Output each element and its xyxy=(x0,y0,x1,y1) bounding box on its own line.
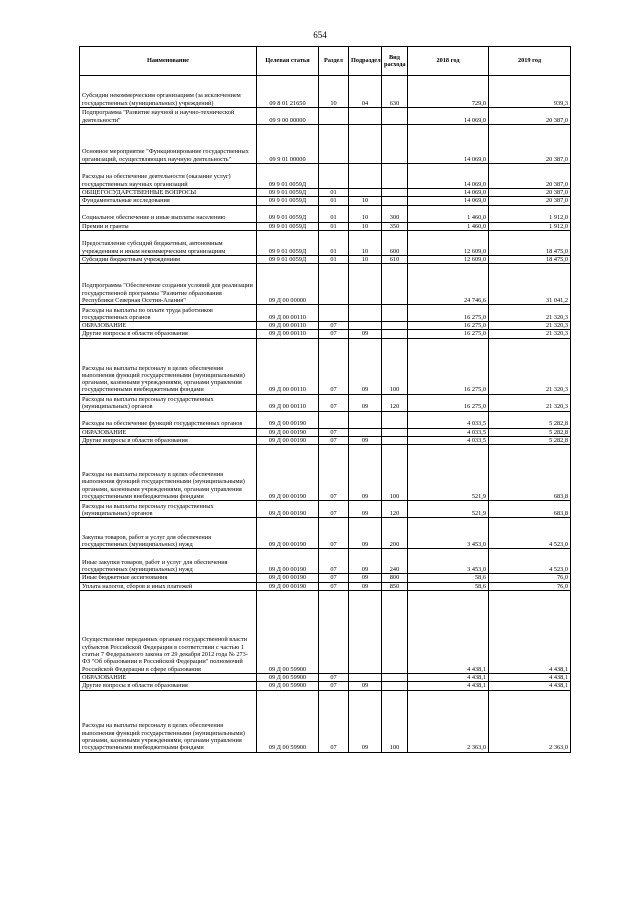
cell-kind: 100 xyxy=(382,445,408,501)
cell-code: 09 9 01 0059Д xyxy=(257,222,319,230)
cell-code: 09 Д 00 00190 xyxy=(257,518,319,549)
cell-section: 07 xyxy=(319,690,349,752)
header-2019: 2019 год xyxy=(489,47,571,76)
cell-kind xyxy=(382,108,408,125)
cell-subsection xyxy=(349,322,382,330)
cell-subsection: 09 xyxy=(349,338,382,394)
table-row xyxy=(80,690,571,752)
cell-name: Субсидии некоммерческим организациям (за исключением государственных (муниципальных) учреждений) xyxy=(80,76,257,108)
cell-2019: 18 475,0 xyxy=(489,255,571,263)
cell-code: 09 9 01 0059Д xyxy=(257,230,319,255)
cell-section: 01 xyxy=(319,255,349,263)
cell-section: 07 xyxy=(319,322,349,330)
cell-code: 09 Д 00 00190 xyxy=(257,428,319,436)
cell-code: 09 9 01 0059Д xyxy=(257,205,319,222)
cell-subsection: 09 xyxy=(349,682,382,690)
cell-2019: 20 387,0 xyxy=(489,197,571,205)
cell-subsection: 10 xyxy=(349,255,382,263)
cell-kind xyxy=(382,197,408,205)
cell-section xyxy=(319,411,349,428)
cell-subsection xyxy=(349,189,382,197)
table-row xyxy=(80,255,571,263)
cell-subsection: 09 xyxy=(349,574,382,582)
cell-2019: 18 475,0 xyxy=(489,230,571,255)
cell-kind: 120 xyxy=(382,394,408,411)
cell-2018: 16 275,0 xyxy=(408,394,489,411)
cell-2019: 4 438,1 xyxy=(489,590,571,673)
cell-2018: 16 275,0 xyxy=(408,322,489,330)
table-row xyxy=(80,428,571,436)
cell-name: Уплата налогов, сборов и иных платежей xyxy=(80,582,257,590)
cell-name: Осуществление переданных органам государственной власти субъектов Российской Федерации в соответствии с частью 1 статьи 7 Федерального закона от 29 декабря 2012 года № 273-ФЗ "Об образовании в Российской Федерации" полномочий Российской Федерации в сфере образования xyxy=(80,590,257,673)
cell-name: Расходы на выплаты персоналу в целях обеспечения выполнения функций государственными (муниципальными) органами, казенными учреждениями, органами управления государственными внебюджетными фондами xyxy=(80,445,257,501)
cell-2019: 1 912,0 xyxy=(489,205,571,222)
cell-2018: 12 609,0 xyxy=(408,230,489,255)
cell-section: 01 xyxy=(319,197,349,205)
cell-2019: 76,0 xyxy=(489,574,571,582)
cell-subsection: 09 xyxy=(349,394,382,411)
cell-2018: 729,0 xyxy=(408,76,489,108)
cell-section: 01 xyxy=(319,230,349,255)
cell-section: 07 xyxy=(319,518,349,549)
cell-kind: 100 xyxy=(382,338,408,394)
cell-subsection: 09 xyxy=(349,501,382,518)
cell-name: Расходы на обеспечение деятельности (оказание услуг) государственных научных организаций xyxy=(80,164,257,189)
cell-subsection xyxy=(349,428,382,436)
cell-section: 07 xyxy=(319,428,349,436)
cell-kind xyxy=(382,189,408,197)
cell-kind xyxy=(382,322,408,330)
cell-code: 09 Д 00 59900 xyxy=(257,673,319,681)
cell-section xyxy=(319,590,349,673)
cell-2018: 4 033,5 xyxy=(408,411,489,428)
cell-code: 09 9 01 0059Д xyxy=(257,197,319,205)
cell-kind: 800 xyxy=(382,574,408,582)
cell-subsection: 09 xyxy=(349,437,382,445)
cell-2018: 1 460,0 xyxy=(408,205,489,222)
cell-name: Расходы на выплаты по оплате труда работников государственных органов xyxy=(80,305,257,322)
cell-kind: 600 xyxy=(382,230,408,255)
cell-code: 09 Д 00 00190 xyxy=(257,549,319,574)
cell-2019: 20 387,0 xyxy=(489,125,571,164)
cell-name: Иные закупки товаров, работ и услуг для обеспечения государственных (муниципальных) нужд xyxy=(80,549,257,574)
cell-2018: 24 746,6 xyxy=(408,264,489,305)
cell-kind xyxy=(382,164,408,189)
cell-name: Подпрограмма "Обеспечение создания условий для реализации государственной программы "Развитие образования Республики Северная Осетия-Алания" xyxy=(80,264,257,305)
cell-2018: 16 275,0 xyxy=(408,338,489,394)
cell-kind xyxy=(382,428,408,436)
cell-name: ОБЩЕГОСУДАРСТВЕННЫЕ ВОПРОСЫ xyxy=(80,189,257,197)
cell-2019: 5 282,8 xyxy=(489,411,571,428)
table-body xyxy=(80,76,571,753)
cell-kind: 120 xyxy=(382,501,408,518)
cell-code: 09 9 01 0059Д xyxy=(257,189,319,197)
header-subsection: Подраздел xyxy=(349,47,382,76)
cell-subsection: 09 xyxy=(349,445,382,501)
cell-section xyxy=(319,264,349,305)
cell-2019: 5 282,8 xyxy=(489,437,571,445)
cell-2018: 12 609,0 xyxy=(408,255,489,263)
cell-subsection: 10 xyxy=(349,222,382,230)
cell-code: 09 Д 00 00000 xyxy=(257,264,319,305)
cell-2018: 4 438,1 xyxy=(408,682,489,690)
cell-2019: 4 438,1 xyxy=(489,682,571,690)
cell-code: 09 Д 00 00110 xyxy=(257,330,319,338)
cell-section xyxy=(319,164,349,189)
cell-code: 09 9 01 0059Д xyxy=(257,255,319,263)
cell-2018: 1 460,0 xyxy=(408,222,489,230)
cell-subsection: 09 xyxy=(349,549,382,574)
cell-2018: 14 069,0 xyxy=(408,164,489,189)
cell-kind xyxy=(382,305,408,322)
cell-kind xyxy=(382,264,408,305)
cell-2018: 14 069,0 xyxy=(408,108,489,125)
cell-subsection: 09 xyxy=(349,330,382,338)
cell-2018: 14 069,0 xyxy=(408,197,489,205)
cell-2018: 2 363,0 xyxy=(408,690,489,752)
cell-kind: 300 xyxy=(382,205,408,222)
cell-section: 10 xyxy=(319,76,349,108)
cell-2019: 5 282,8 xyxy=(489,428,571,436)
cell-2018: 14 069,0 xyxy=(408,189,489,197)
table-row xyxy=(80,590,571,673)
cell-kind xyxy=(382,437,408,445)
cell-kind xyxy=(382,590,408,673)
cell-2019: 683,8 xyxy=(489,445,571,501)
cell-code: 09 Д 00 00110 xyxy=(257,338,319,394)
cell-code: 09 Д 00 00190 xyxy=(257,445,319,501)
table-row xyxy=(80,264,571,305)
cell-2018: 4 438,1 xyxy=(408,590,489,673)
cell-2018: 16 275,0 xyxy=(408,305,489,322)
cell-name: Расходы на выплаты персоналу государственных (муниципальных) органов xyxy=(80,394,257,411)
cell-name: Предоставление субсидий бюджетным, автономным учреждениям и иным некоммерческим организациям xyxy=(80,230,257,255)
header-name: Наименование xyxy=(80,47,257,76)
cell-kind: 630 xyxy=(382,76,408,108)
cell-name: Субсидии бюджетным учреждениям xyxy=(80,255,257,263)
cell-code: 09 Д 00 00110 xyxy=(257,394,319,411)
table-row xyxy=(80,125,571,164)
cell-subsection: 09 xyxy=(349,690,382,752)
cell-kind: 350 xyxy=(382,222,408,230)
table-row xyxy=(80,582,571,590)
table-row xyxy=(80,305,571,322)
cell-2018: 14 069,0 xyxy=(408,125,489,164)
cell-section: 07 xyxy=(319,549,349,574)
cell-name: Закупка товаров, работ и услуг для обеспечения государственных (муниципальных) нужд xyxy=(80,518,257,549)
cell-2018: 521,9 xyxy=(408,501,489,518)
cell-code: 09 9 01 00000 xyxy=(257,125,319,164)
cell-code: 09 Д 00 00190 xyxy=(257,574,319,582)
cell-2019: 4 523,0 xyxy=(489,518,571,549)
cell-2019: 20 387,0 xyxy=(489,189,571,197)
cell-section: 07 xyxy=(319,673,349,681)
cell-section: 07 xyxy=(319,501,349,518)
cell-2018: 4 438,1 xyxy=(408,673,489,681)
table-row xyxy=(80,574,571,582)
cell-kind xyxy=(382,125,408,164)
cell-2019: 4 438,1 xyxy=(489,673,571,681)
cell-code: 09 Д 00 00190 xyxy=(257,437,319,445)
cell-name: Основное мероприятие "Функционирование государственных организаций, осуществляющих научную деятельность" xyxy=(80,125,257,164)
cell-2019: 683,8 xyxy=(489,501,571,518)
cell-subsection: 10 xyxy=(349,205,382,222)
cell-name: Расходы на обеспечение функций государственных органов xyxy=(80,411,257,428)
cell-2019: 21 320,3 xyxy=(489,338,571,394)
cell-name: ОБРАЗОВАНИЕ xyxy=(80,673,257,681)
cell-2018: 521,9 xyxy=(408,445,489,501)
cell-subsection xyxy=(349,125,382,164)
table-header-row xyxy=(80,47,571,76)
header-kind: Вид расхода xyxy=(382,47,408,76)
cell-2019: 76,0 xyxy=(489,582,571,590)
cell-code: 09 Д 00 00190 xyxy=(257,582,319,590)
cell-2018: 3 453,0 xyxy=(408,549,489,574)
cell-section: 07 xyxy=(319,330,349,338)
cell-name: Другие вопросы в области образования xyxy=(80,437,257,445)
cell-name: Расходы на выплаты персоналу в целях обеспечения выполнения функций государственными (муниципальными) органами, казенными учреждениями, органами управления государственными внебюджетными фондами xyxy=(80,338,257,394)
cell-kind xyxy=(382,330,408,338)
cell-2018: 3 453,0 xyxy=(408,518,489,549)
cell-name: Фундаментальные исследования xyxy=(80,197,257,205)
cell-subsection: 10 xyxy=(349,230,382,255)
cell-code: 09 9 00 00000 xyxy=(257,108,319,125)
cell-subsection: 10 xyxy=(349,197,382,205)
cell-kind: 240 xyxy=(382,549,408,574)
cell-subsection xyxy=(349,305,382,322)
cell-name: Премии и гранты xyxy=(80,222,257,230)
cell-section: 01 xyxy=(319,189,349,197)
table-row xyxy=(80,76,571,108)
table-row xyxy=(80,549,571,574)
table-row xyxy=(80,394,571,411)
cell-2019: 2 363,0 xyxy=(489,690,571,752)
cell-2019: 20 387,0 xyxy=(489,164,571,189)
cell-code: 09 Д 00 59900 xyxy=(257,690,319,752)
cell-subsection: 09 xyxy=(349,518,382,549)
cell-subsection: 04 xyxy=(349,76,382,108)
cell-kind: 200 xyxy=(382,518,408,549)
cell-2018: 4 033,5 xyxy=(408,428,489,436)
cell-subsection xyxy=(349,164,382,189)
table-row xyxy=(80,222,571,230)
cell-name: ОБРАЗОВАНИЕ xyxy=(80,322,257,330)
cell-kind: 100 xyxy=(382,690,408,752)
cell-section: 07 xyxy=(319,445,349,501)
cell-subsection: 09 xyxy=(349,582,382,590)
cell-name: Расходы на выплаты персоналу государственных (муниципальных) органов xyxy=(80,501,257,518)
table-row xyxy=(80,205,571,222)
cell-2018: 58,6 xyxy=(408,582,489,590)
cell-2018: 16 275,0 xyxy=(408,330,489,338)
cell-name: Расходы на выплаты персоналу в целях обеспечения выполнения функций государственными (муниципальными) органами, казенными учреждениями, органами управления государственными внебюджетными фондами xyxy=(80,690,257,752)
cell-section: 07 xyxy=(319,394,349,411)
cell-2019: 939,3 xyxy=(489,76,571,108)
cell-subsection xyxy=(349,264,382,305)
cell-code: 09 Д 00 00190 xyxy=(257,411,319,428)
cell-2019: 21 320,3 xyxy=(489,305,571,322)
cell-kind xyxy=(382,673,408,681)
cell-2019: 1 912,0 xyxy=(489,222,571,230)
table-row xyxy=(80,501,571,518)
page-number: 654 xyxy=(313,30,327,40)
cell-name: Другие вопросы в области образования xyxy=(80,330,257,338)
table-row xyxy=(80,322,571,330)
cell-2019: 20 387,0 xyxy=(489,108,571,125)
table-row xyxy=(80,673,571,681)
cell-subsection xyxy=(349,673,382,681)
table-row xyxy=(80,108,571,125)
cell-name: ОБРАЗОВАНИЕ xyxy=(80,428,257,436)
cell-section: 07 xyxy=(319,437,349,445)
cell-section: 07 xyxy=(319,338,349,394)
cell-section xyxy=(319,108,349,125)
cell-2019: 21 320,3 xyxy=(489,322,571,330)
header-code: Целевая статья xyxy=(257,47,319,76)
cell-kind xyxy=(382,682,408,690)
table-row xyxy=(80,338,571,394)
cell-name: Иные бюджетные ассигнования xyxy=(80,574,257,582)
cell-2019: 4 523,0 xyxy=(489,549,571,574)
table-row xyxy=(80,411,571,428)
cell-2019: 31 041,2 xyxy=(489,264,571,305)
cell-code: 09 Д 00 00110 xyxy=(257,322,319,330)
cell-name: Другие вопросы в области образования xyxy=(80,682,257,690)
table-row xyxy=(80,518,571,549)
cell-kind: 610 xyxy=(382,255,408,263)
table-row xyxy=(80,445,571,501)
cell-section: 01 xyxy=(319,205,349,222)
table-row xyxy=(80,330,571,338)
header-2018: 2018 год xyxy=(408,47,489,76)
cell-code: 09 9 01 0059Д xyxy=(257,164,319,189)
cell-section: 01 xyxy=(319,222,349,230)
table-row xyxy=(80,197,571,205)
cell-subsection xyxy=(349,590,382,673)
table-row xyxy=(80,437,571,445)
cell-section: 07 xyxy=(319,582,349,590)
cell-section: 07 xyxy=(319,574,349,582)
table-row xyxy=(80,682,571,690)
cell-code: 09 Д 00 59900 xyxy=(257,682,319,690)
cell-2019: 21 320,3 xyxy=(489,330,571,338)
budget-table xyxy=(79,46,571,753)
cell-2019: 21 320,3 xyxy=(489,394,571,411)
cell-section xyxy=(319,125,349,164)
header-section: Раздел xyxy=(319,47,349,76)
cell-subsection xyxy=(349,411,382,428)
cell-kind: 850 xyxy=(382,582,408,590)
cell-kind xyxy=(382,411,408,428)
cell-2018: 58,6 xyxy=(408,574,489,582)
cell-2018: 4 033,5 xyxy=(408,437,489,445)
cell-section: 07 xyxy=(319,682,349,690)
cell-code: 09 Д 00 59900 xyxy=(257,590,319,673)
cell-code: 09 8 01 21650 xyxy=(257,76,319,108)
cell-code: 09 Д 00 00190 xyxy=(257,501,319,518)
cell-section xyxy=(319,305,349,322)
cell-subsection xyxy=(349,108,382,125)
cell-name: Социальное обеспечение и иные выплаты населению xyxy=(80,205,257,222)
cell-name: Подпрограмма "Развитие научной и научно-технической деятельности" xyxy=(80,108,257,125)
table-row xyxy=(80,164,571,189)
table-row xyxy=(80,189,571,197)
table-row xyxy=(80,230,571,255)
cell-code: 09 Д 00 00110 xyxy=(257,305,319,322)
